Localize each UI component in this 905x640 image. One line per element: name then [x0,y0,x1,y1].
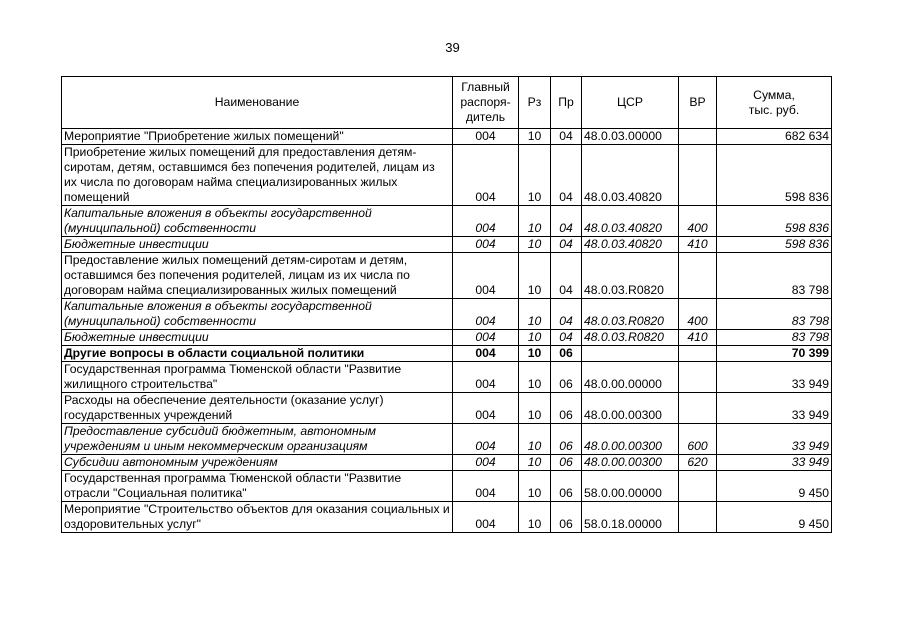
cell-vr: 410 [679,330,717,346]
cell-name: Другие вопросы в области социальной политики [62,346,453,362]
table-row [62,362,832,393]
table-row [62,455,832,471]
cell-gr: 004 [453,393,519,424]
cell-csr: 48.0.03.40820 [582,145,679,206]
cell-pr: 06 [551,471,582,502]
cell-csr: 48.0.00.00300 [582,424,679,455]
cell-csr: 48.0.03.R0820 [582,330,679,346]
cell-name: Капитальные вложения в объекты государственной (муниципальной) собственности [62,206,453,237]
cell-sum: 598 836 [717,237,832,253]
cell-pr: 06 [551,393,582,424]
cell-sum: 83 798 [717,299,832,330]
table-row [62,346,832,362]
header-manager-line-2: распоря- [460,95,511,109]
table-row [62,253,832,299]
cell-sum: 9 450 [717,471,832,502]
table-row [62,330,832,346]
header-rz: Рз [519,77,551,129]
header-manager-line-3: дитель [465,110,506,124]
header-name: Наименование [62,77,453,129]
cell-vr [679,502,717,533]
cell-gr: 004 [453,129,519,145]
cell-vr [679,393,717,424]
cell-sum: 83 798 [717,253,832,299]
cell-vr [679,129,717,145]
table-row [62,424,832,455]
cell-sum: 9 450 [717,502,832,533]
header-sum-line-2: тыс. руб. [748,102,800,117]
cell-gr: 004 [453,471,519,502]
cell-name: Расходы на обеспечение деятельности (оказание услуг) государственных учреждений [62,393,453,424]
cell-name: Бюджетные инвестиции [62,330,453,346]
cell-sum: 598 836 [717,145,832,206]
cell-pr: 04 [551,145,582,206]
budget-table [61,76,832,533]
cell-gr: 004 [453,346,519,362]
table-row [62,299,832,330]
cell-csr [582,346,679,362]
cell-csr: 48.0.03.40820 [582,237,679,253]
cell-pr: 04 [551,330,582,346]
page-number: 39 [445,40,460,55]
cell-gr: 004 [453,253,519,299]
cell-gr: 004 [453,502,519,533]
cell-sum: 83 798 [717,330,832,346]
cell-pr: 04 [551,206,582,237]
header-manager-line-1: Главный [461,80,510,94]
cell-rz: 10 [519,346,551,362]
cell-csr: 48.0.03.00000 [582,129,679,145]
cell-vr: 400 [679,206,717,237]
table-row [62,145,832,206]
table-row [62,471,832,502]
cell-csr: 58.0.18.00000 [582,502,679,533]
cell-sum: 33 949 [717,362,832,393]
table-row [62,502,832,533]
cell-sum: 598 836 [717,206,832,237]
cell-name: Мероприятие "Приобретение жилых помещений" [62,129,453,145]
cell-name: Капитальные вложения в объекты государственной (муниципальной) собственности [62,299,453,330]
header-csr: ЦСР [582,77,679,129]
cell-vr [679,471,717,502]
cell-csr: 48.0.00.00300 [582,393,679,424]
table-body [62,129,832,533]
cell-name: Бюджетные инвестиции [62,237,453,253]
cell-rz: 10 [519,424,551,455]
cell-rz: 10 [519,253,551,299]
cell-csr: 58.0.00.00000 [582,471,679,502]
cell-name: Предоставление субсидий бюджетным, автономным учреждениям и иным некоммерческим организациям [62,424,453,455]
cell-csr: 48.0.00.00300 [582,455,679,471]
cell-vr: 600 [679,424,717,455]
cell-sum: 70 399 [717,346,832,362]
cell-vr [679,253,717,299]
cell-gr: 004 [453,145,519,206]
table-row [62,237,832,253]
cell-rz: 10 [519,471,551,502]
header-sum [717,77,832,129]
cell-pr: 04 [551,299,582,330]
cell-sum: 682 634 [717,129,832,145]
cell-csr: 48.0.00.00000 [582,362,679,393]
cell-rz: 10 [519,362,551,393]
cell-csr: 48.0.03.40820 [582,206,679,237]
cell-rz: 10 [519,145,551,206]
cell-pr: 06 [551,424,582,455]
cell-sum: 33 949 [717,393,832,424]
cell-gr: 004 [453,455,519,471]
cell-gr: 004 [453,237,519,253]
cell-name: Приобретение жилых помещений для предоставления детям-сиротам, детям, оставшимся без попечения родителей, лицам из их числа по договорам найма специализированных жилых помещений [62,145,453,206]
cell-gr: 004 [453,206,519,237]
cell-pr: 06 [551,362,582,393]
table-row [62,129,832,145]
header-pr: Пр [551,77,582,129]
header-vr: ВР [679,77,717,129]
cell-csr: 48.0.03.R0820 [582,253,679,299]
cell-rz: 10 [519,455,551,471]
cell-rz: 10 [519,237,551,253]
cell-vr [679,145,717,206]
table-row [62,393,832,424]
cell-vr [679,362,717,393]
cell-name: Предоставление жилых помещений детям-сиротам и детям, оставшимся без попечения родителей, лицам из их числа по договорам найма специализированных жилых помещений [62,253,453,299]
cell-pr: 04 [551,237,582,253]
cell-sum: 33 949 [717,424,832,455]
cell-vr: 400 [679,299,717,330]
cell-rz: 10 [519,129,551,145]
cell-rz: 10 [519,206,551,237]
cell-rz: 10 [519,502,551,533]
cell-rz: 10 [519,299,551,330]
cell-vr: 620 [679,455,717,471]
cell-csr: 48.0.03.R0820 [582,299,679,330]
header-manager [453,77,519,129]
cell-pr: 04 [551,129,582,145]
cell-gr: 004 [453,362,519,393]
cell-vr [679,346,717,362]
cell-name: Государственная программа Тюменской области "Развитие жилищного строительства" [62,362,453,393]
cell-gr: 004 [453,424,519,455]
cell-sum: 33 949 [717,455,832,471]
table-row [62,206,832,237]
cell-vr: 410 [679,237,717,253]
cell-rz: 10 [519,330,551,346]
cell-name: Государственная программа Тюменской области "Развитие отрасли "Социальная политика" [62,471,453,502]
header-sum-line-1: Сумма, [753,87,795,102]
cell-pr: 06 [551,346,582,362]
cell-rz: 10 [519,393,551,424]
cell-pr: 06 [551,502,582,533]
cell-pr: 06 [551,455,582,471]
cell-name: Мероприятие "Строительство объектов для оказания социальных и оздоровительных услуг" [62,502,453,533]
cell-gr: 004 [453,330,519,346]
cell-pr: 04 [551,253,582,299]
cell-name: Субсидии автономным учреждениям [62,455,453,471]
table-header-row [62,77,832,129]
cell-gr: 004 [453,299,519,330]
